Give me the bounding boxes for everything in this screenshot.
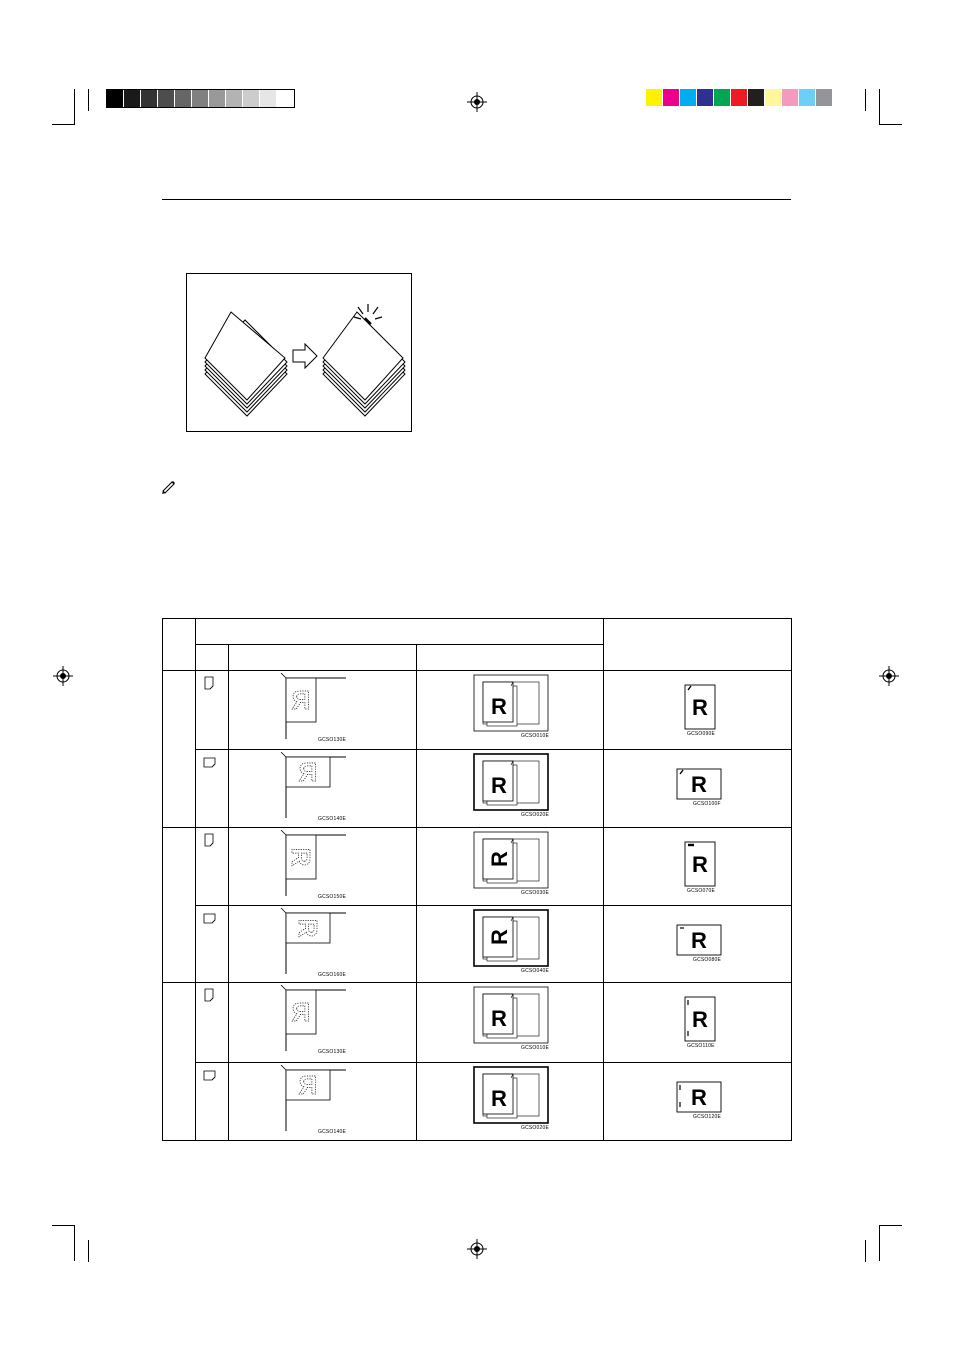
gray-scale-bar xyxy=(106,89,295,108)
glass-figure-code: GCSO030E xyxy=(521,890,550,896)
svg-text:R: R xyxy=(692,695,708,720)
result-figure-code: GCSO120E xyxy=(693,1114,722,1120)
staple-table xyxy=(162,618,792,1141)
result-figure-code: GCSO100F xyxy=(693,801,721,807)
exposure-glass-diagram xyxy=(473,1066,553,1128)
svg-text:R: R xyxy=(293,918,323,938)
original-placement-diagram xyxy=(278,673,368,739)
exposure-glass-diagram xyxy=(473,831,553,893)
portrait-orientation-icon xyxy=(203,676,217,690)
svg-text:R: R xyxy=(691,772,707,797)
result-figure-code: GCSO070E xyxy=(687,888,716,894)
staple-illustration xyxy=(186,273,412,432)
svg-text:R: R xyxy=(691,928,707,953)
landscape-orientation-icon xyxy=(203,755,217,769)
exposure-glass-diagram xyxy=(473,986,553,1048)
registration-mark-icon xyxy=(467,92,487,112)
crop-mark xyxy=(74,1225,75,1261)
landscape-orientation-icon xyxy=(203,911,217,925)
original-figure-code: GCSO140E xyxy=(318,1129,347,1135)
glass-figure-code: GCSO040E xyxy=(521,968,550,974)
stapled-result-diagram xyxy=(684,996,734,1046)
result-figure-code: GCSO090E xyxy=(687,731,716,737)
original-placement-diagram xyxy=(278,1065,368,1131)
original-placement-diagram xyxy=(278,752,368,818)
registration-mark-icon xyxy=(879,666,899,686)
crop-mark xyxy=(52,1225,75,1226)
arrow-right-icon xyxy=(293,344,317,368)
crop-mark xyxy=(865,89,866,111)
note-pencil-icon xyxy=(160,478,176,494)
glass-figure-code: GCSO010E xyxy=(521,733,550,739)
crop-mark xyxy=(879,1225,902,1226)
glass-figure-code: GCSO020E xyxy=(521,812,550,818)
svg-text:R: R xyxy=(692,1007,708,1032)
original-figure-code: GCSO160E xyxy=(318,972,347,978)
result-figure-code: GCSO110E xyxy=(687,1043,715,1049)
svg-text:R: R xyxy=(298,1070,318,1100)
svg-text:R: R xyxy=(491,1086,507,1111)
original-figure-code: GCSO130E xyxy=(318,1049,347,1055)
svg-text:R: R xyxy=(291,997,311,1027)
glass-figure-code: GCSO020E xyxy=(521,1125,550,1131)
landscape-orientation-icon xyxy=(203,1068,217,1082)
original-figure-code: GCSO130E xyxy=(318,737,347,743)
svg-text:R: R xyxy=(286,847,316,867)
crop-mark xyxy=(88,1240,89,1262)
svg-text:R: R xyxy=(692,852,708,877)
stapled-result-diagram xyxy=(684,684,734,734)
stapled-result-diagram xyxy=(676,924,726,974)
crop-mark xyxy=(865,1240,866,1262)
crop-mark xyxy=(52,124,75,125)
crop-mark xyxy=(879,89,880,125)
svg-text:R: R xyxy=(487,851,512,867)
svg-text:R: R xyxy=(487,929,512,945)
svg-text:R: R xyxy=(491,1006,507,1031)
crop-mark xyxy=(88,89,89,111)
crop-mark xyxy=(879,1225,880,1261)
stapled-result-diagram xyxy=(684,841,734,891)
original-placement-diagram xyxy=(278,830,368,896)
exposure-glass-diagram xyxy=(473,674,553,736)
svg-text:R: R xyxy=(491,694,507,719)
original-figure-code: GCSO150E xyxy=(318,894,347,900)
original-placement-diagram xyxy=(278,985,368,1051)
registration-mark-icon xyxy=(467,1239,487,1259)
svg-text:R: R xyxy=(298,757,318,787)
color-bar xyxy=(646,89,833,106)
registration-mark-icon xyxy=(53,666,73,686)
portrait-orientation-icon xyxy=(203,833,217,847)
svg-text:R: R xyxy=(291,685,311,715)
crop-mark xyxy=(74,110,75,125)
exposure-glass-diagram xyxy=(473,909,553,971)
svg-text:R: R xyxy=(491,773,507,798)
glass-figure-code: GCSO010E xyxy=(521,1045,550,1051)
result-figure-code: GCSO080E xyxy=(693,957,722,963)
svg-text:R: R xyxy=(691,1085,707,1110)
crop-mark xyxy=(879,124,902,125)
crop-mark xyxy=(74,89,75,111)
staple-illustration-drawing xyxy=(187,274,411,431)
exposure-glass-diagram xyxy=(473,753,553,815)
stapled-result-diagram xyxy=(676,1081,726,1131)
original-placement-diagram xyxy=(278,908,368,974)
header-rule xyxy=(162,199,791,200)
portrait-orientation-icon xyxy=(203,988,217,1002)
stapled-result-diagram xyxy=(676,768,726,818)
original-figure-code: GCSO140E xyxy=(318,816,347,822)
